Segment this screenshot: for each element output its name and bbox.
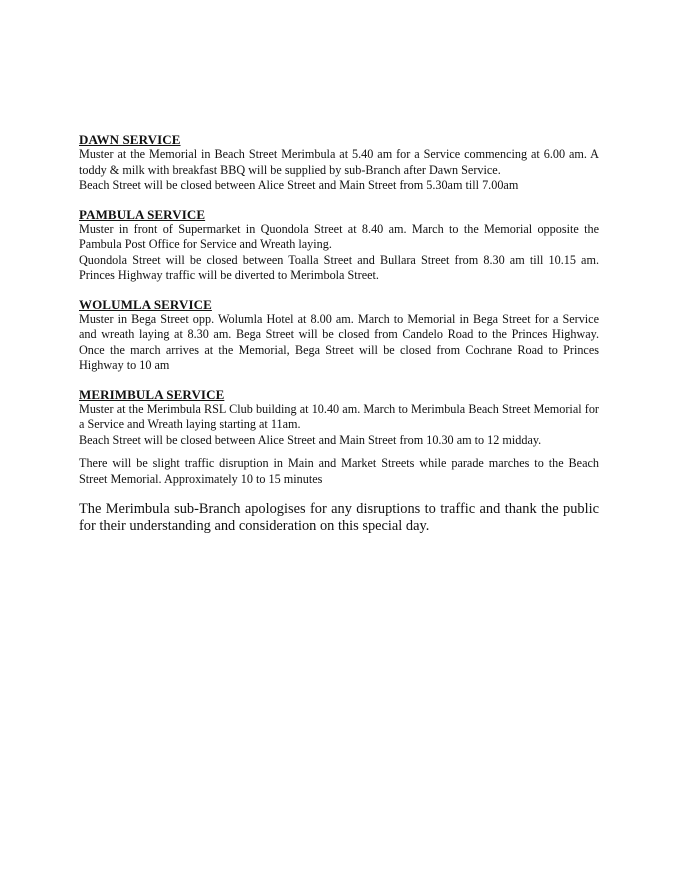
section-heading: DAWN SERVICE: [79, 132, 181, 147]
closing-statement: The Merimbula sub-Branch apologises for any disruptions to traffic and thank the public for their understanding and consideration on this special day.: [79, 501, 599, 534]
document-body: [79, 132, 599, 535]
section-paragraph: Muster in Bega Street opp. Wolumla Hotel at 8.00 am. March to Memorial in Bega Street for a Service and wreath laying at 8.30 am. Bega Street will be closed from Candelo Road to the Princes Highway. Once the march arrives at the Memorial, Bega Street will be closed from Cochrane Road to Princes Highway to 10 am: [79, 311, 599, 372]
section-heading: MERIMBULA SERVICE: [79, 386, 225, 402]
section-dawn-service: [79, 132, 599, 194]
section-paragraph: Muster at the Merimbula RSL Club building at 10.40 am. March to Merimbula Beach Street Memorial for a Service and Wreath laying starting at 11am.: [79, 401, 599, 431]
section-wolumla-service: [79, 297, 599, 374]
section-paragraph: Muster in front of Supermarket in Quondola Street at 8.40 am. March to the Memorial opposite the Pambula Post Office for Service and Wreath laying.: [79, 221, 599, 251]
section-merimbula-service: [79, 387, 599, 488]
section-heading: PAMBULA SERVICE: [79, 206, 206, 222]
section-paragraph: Beach Street will be closed between Alice Street and Main Street from 5.30am till 7.00am: [79, 178, 519, 192]
section-pambula-service: [79, 207, 599, 284]
section-paragraph: Quondola Street will be closed between Toalla Street and Bullara Street from 8.30 am till 10.15 am. Princes Highway traffic will be diverted to Merimbola Street.: [79, 252, 599, 282]
section-paragraph: Muster at the Memorial in Beach Street Merimbula at 5.40 am for a Service commencing at 6.00 am. A toddy & milk with breakfast BBQ will be supplied by sub-Branch after Dawn Service.: [79, 147, 599, 177]
traffic-note: There will be slight traffic disruption in Main and Market Streets while parade marches to the Beach Street Memorial. Approximately 10 to 15 minutes: [79, 456, 599, 486]
section-heading: WOLUMLA SERVICE: [79, 296, 212, 312]
section-paragraph: Beach Street will be closed between Alice Street and Main Street from 10.30 am to 12 midday.: [79, 432, 542, 447]
